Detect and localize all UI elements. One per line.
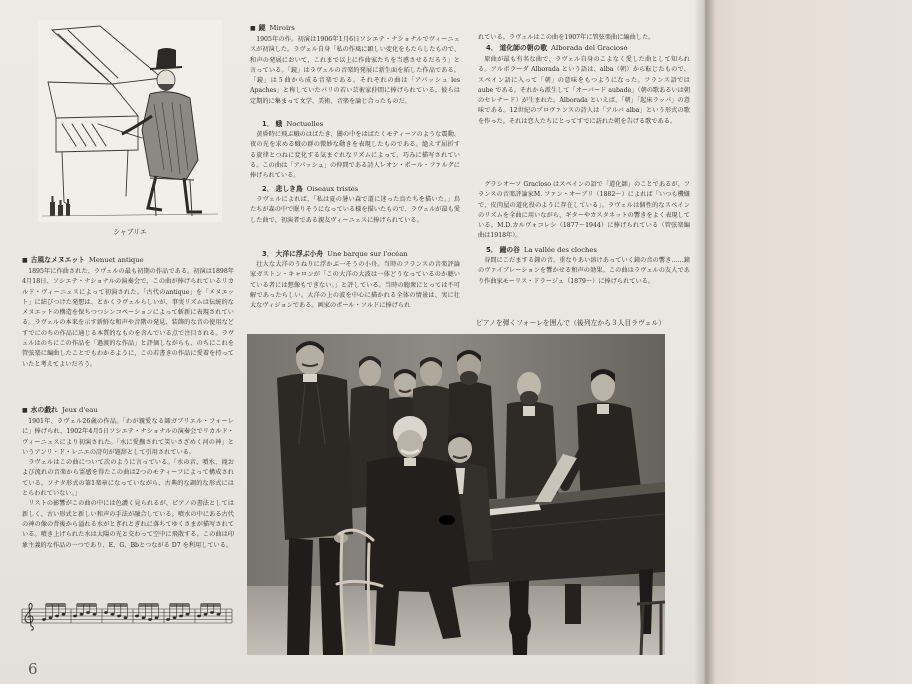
note-head: [80, 613, 84, 616]
note-head: [135, 615, 139, 618]
paragraph: ラヴェルによれば、「私は夏の暑い森で道に迷った鳥たちを描いた。」鳥たちが森の中で眠りそうになっている様を描いたもので、ラヴェルが最も愛した曲で、初演者である親友ヴィーニェスに捧げられている。: [250, 196, 460, 224]
piece-title-barque: [262, 250, 408, 259]
page-fold-shadow: [694, 0, 716, 684]
piece-body-alborada-1: [478, 55, 690, 179]
chabrier-sketch: [38, 20, 222, 222]
note-head: [197, 615, 201, 618]
note-head: [179, 615, 183, 618]
paragraph: 黄昏時に飛ぶ蛾のはばたき、闇の中をはばたくモティーフのような震動、夜の光を求める蛾の群の微妙な動きを表現したものである。絶えず屈折する旋律とつねに変化する気まぐれなリズムによって、巧みに描写されている。この曲は「アパッシュ」の仲間である詩人レオン・ポール・ファルグに捧げられている。: [250, 131, 460, 180]
heading-marker: ■: [250, 25, 256, 32]
note-head: [55, 615, 59, 618]
note-head: [148, 618, 152, 621]
note-head: [173, 616, 177, 619]
paragraph: グラシオーソ Gracioso はスペインの語で「道化師」のことであるが、フランスの音楽評論家M. ファン・オーブリ（1882〜）によれば「いつも機嫌で、皮肉屋の道化役のように存在している」。ラヴェルは個性的なスペインのリズムを全曲に用いながら、ギターやカスタネットの響きをよく表現している。M.D.カルヴォコレシ（1877〜1944）に捧げられている（管弦楽編曲は1918年）。: [478, 181, 690, 240]
piece-number: 2．: [262, 185, 274, 193]
piece-title-oiseaux: [262, 185, 358, 194]
piece-title-fr: Oiseaux tristes: [306, 185, 359, 193]
note-head: [42, 618, 46, 621]
group-photo: [247, 334, 665, 655]
facing-page: [705, 0, 912, 684]
heading-title-ja: 鏡: [258, 24, 266, 32]
piece-title-ja: 大洋に浮ぶ小舟: [275, 250, 324, 258]
note-head: [49, 616, 53, 619]
note-head: [62, 613, 66, 616]
piece-title-ja: 悲しき鳥: [275, 185, 303, 193]
piece-number: 1．: [262, 120, 274, 128]
note-head: [73, 615, 77, 618]
sketch-drawing: [38, 20, 222, 222]
section-heading-miroirs: [250, 24, 295, 33]
sketch-caption: シャブリエ: [113, 228, 147, 236]
section-body-jeux: [22, 417, 234, 599]
photo-image: [247, 334, 665, 655]
note-head: [86, 611, 90, 614]
heading-marker: ■: [22, 407, 28, 414]
paragraph: 1905年の作。初演は1906年1月6日ソシエテ・ナショナルでヴィーニェスが初演した。ラヴェル自身「私の作風に顕しい変化をもたらしたもので、和声の発展において、これまで以上に作曲家たちを当惑させるだろう」と言っている。「鏡」はラヴェルの音楽的発展に新生面を拓した作品である。「鏡」は５曲から成る音楽である。それぞれの曲は「アパッシュ les Apaches」と称していたパリの若い芸術家仲間に捧げられている。彼らは定期的に集まって文学、美術、音楽を論じ合ったものだ。: [250, 36, 460, 105]
section-heading-jeux: [22, 406, 98, 415]
treble-clef-icon: [25, 603, 33, 630]
note-head: [117, 615, 121, 618]
piece-body-alborada-2: [478, 180, 690, 244]
note-head: [104, 611, 108, 614]
paragraph: 1895年に作曲された、ラヴェルの最も初期の作品である。初演は1898年4月18日、ソシエテ・ナショナルの演奏会で、この曲が捧げられているリカルド・ヴィーニェスによって初演された。「古代のantique」を「メヌエット」に結びつけた発想は、とかくラヴェルらしいが、事実リズムは伝統的なメヌエットの構造を保ちつつシンコペーションによって斬新に表現されている。ラヴェルの本来を示す新鮮な和声や音階の発見、装飾的な音の使用などすでにのちの作品に通じる本質的なものを含んでいる点で注目される。ラヴェルはのちにこの作品を「過渡的な作品」と評価しながらも、のちにこれを管弦楽に編曲したことでもわかるように、この若書きの作品に愛着を持っていたと考えてよいだろう。: [22, 268, 234, 368]
piece-title-ja: 蛾: [275, 120, 283, 128]
score-staff: [20, 600, 234, 634]
piece-title-vallee: [486, 246, 597, 255]
heading-title-fr: Jeux d'eau: [61, 406, 98, 414]
paragraph: 原曲が最も有名な曲で、ラヴェル自身のこよなく愛した曲として知られる。アルボラーダ Alborada という語は、alba（朝）から転じたもので、スペイン語に入って「朝」の意味をもつようになった。フランス語では aube である。それから派生して「オーバード aubade」（朝の歌あるいは朝のセレナード）が生まれた。Alborada といえば、「朝」「起床ラッパ」の意味である。12世紀のプロヴァンスの詩人は「アルバ alba」という形式の歌を作った。それは恋人たちにとってすでに訪れた朝を告げる歌である。: [478, 56, 690, 125]
heading-marker: ■: [22, 257, 28, 264]
piece-title-ja: 道化師の朝の歌: [499, 44, 548, 52]
music-score-excerpt: [20, 600, 234, 634]
piece-body-vallee: [478, 256, 690, 298]
piece-title-noctuelles: [262, 120, 323, 129]
paragraph: 1901年、ラヴェル26歳の作品。「わが親愛なる師ガブリエル・フォーレに」捧げられ、1902年4月5日ソシエテ・ナショナルの演奏会でリカルド・ヴィーニェスにより初演された。「水に愛撫されて笑いさざめく河の神」というアンリ・ド・レニエの詩句が題辞として引用されている。: [22, 418, 234, 456]
piece-number: 5．: [486, 246, 498, 254]
paragraph: リストの影響がこの曲の中には色濃く見られるが、ピアノの書法としては新しく、古い形式と新しい和声の手法が融合している。噴水の中にある古代の神の像の背後から溢れる水がとぎれとぎれに落ちてゆくさまが描写されている。噴き上げられた水は太陽の光と交わって空中に飛散する。この曲は印象主義的な作品の一つであり、E、G、Bbとつながる D7 を利用している。: [22, 500, 234, 549]
note-head: [93, 613, 97, 616]
heading-title-ja: 水の戯れ: [30, 406, 58, 414]
piece-number: 4．: [486, 44, 498, 52]
paragraph: ラヴェルはこの曲について次のように言っている。「水の音、噴水、滝および流れの音楽から霊感を得たこの曲は2つのモティーフによって構成されている。ソナタ形式の第1楽章になっていながら、古典的な調的な形式にはとらわれていない。」: [22, 459, 234, 498]
heading-title-fr: Miroirs: [269, 24, 295, 32]
paragraph: 壮大な大洋のうねりに浮かぶ一そうの小舟。当時のフランスの音楽評論家ガストン・キャロンが「この大洋の大波は一体どうなっているのか聴いている者には想像もできない。」と評している。当時の聴衆にとっては不可解であったらしい。大洋の上の波を中心に描かれる全体の情景は、実に壮大なヴィジョンである。画家のポール・ソルドに捧げられ: [250, 261, 460, 310]
note-head: [217, 613, 221, 616]
note-head: [204, 613, 208, 616]
heading-title-ja: 古風なメヌエット: [30, 256, 85, 264]
pedal-lyre: [565, 584, 581, 624]
score-notes: [42, 604, 226, 623]
piece-number: 3．: [262, 250, 274, 258]
note-head: [142, 616, 146, 619]
continued-text: [478, 33, 690, 44]
paragraph: 谷間にこだまする鐘の音、重なりあい溶けあっていく鐘の音の響き……鐘のヴァイブレーションを響かせる和声の効果。この曲はラヴェルの友人であり作曲家モーリス・ドラージュ（1879〜）に捧げられている。: [478, 257, 690, 285]
piece-title-ja: 鐘の谷: [499, 246, 520, 254]
paragraph: れている。ラヴェルはこの曲を1907年に管弦楽曲に編曲した。: [478, 34, 655, 41]
piece-title-fr: Noctuelles: [286, 120, 324, 128]
note-head: [124, 616, 128, 619]
heading-title-fr: Menuet antique: [88, 256, 144, 264]
section-body-menuet: [22, 267, 234, 381]
piece-body-oiseaux: [250, 195, 460, 247]
piece-body-noctuelles: [250, 130, 460, 182]
piece-title-fr: Alborada del Gracioso: [551, 44, 628, 52]
page-number: 6: [28, 660, 38, 678]
piece-title-fr: La vallée des cloches: [523, 246, 597, 254]
note-head: [111, 613, 115, 616]
photo-caption: ピアノを弾くフォーレを囲んで（後列左から３人目ラヴェル）: [475, 319, 665, 327]
note-head: [166, 618, 170, 621]
piece-title-fr: Une barque sur l'océan: [327, 250, 408, 258]
piece-title-alborada: [486, 44, 628, 53]
piece-body-barque: [250, 260, 460, 312]
miroirs-intro: [250, 35, 460, 119]
note-head: [210, 611, 214, 614]
note-head: [186, 613, 190, 616]
section-heading-menuet: [22, 256, 144, 265]
note-head: [155, 616, 159, 619]
